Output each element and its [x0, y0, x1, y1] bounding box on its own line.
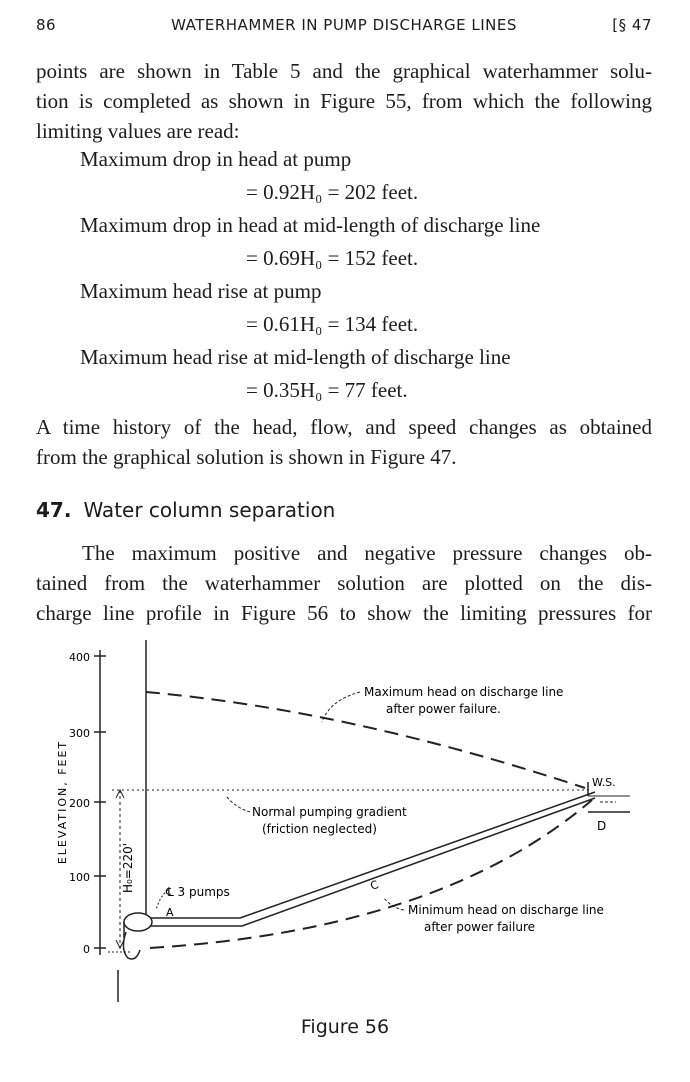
result-label: Maximum head rise at mid-length of discharge line	[80, 345, 511, 369]
running-title: WATERHAMMER IN PUMP DISCHARGE LINES	[171, 16, 517, 34]
y-tick-label: 0	[83, 943, 90, 956]
intro-line: tion is completed as shown in Figure 55, from which the following	[36, 89, 652, 113]
body-line: The maximum positive and negative pressure changes ob-	[82, 541, 652, 565]
body-line: charge line profile in Figure 56 to show the limiting pressures for	[36, 601, 652, 625]
point-d-label: D	[597, 819, 607, 833]
y-tick-label: 300	[69, 727, 90, 740]
y-tick-label: 200	[69, 797, 90, 810]
gradient-leader	[226, 796, 250, 812]
h0-label: H₀=220'	[121, 842, 135, 894]
section-reference: [§ 47	[612, 16, 652, 34]
result-value: = 0.69H₀ = 152 feet.	[246, 246, 419, 270]
result-label: Maximum drop in head at mid-length of discharge line	[80, 213, 541, 237]
min-head-label: after power failure	[424, 920, 536, 934]
section-heading	[36, 498, 335, 522]
point-c-label: C	[368, 877, 381, 893]
max-head-label: after power failure.	[386, 702, 501, 716]
profile-figure	[0, 640, 690, 1020]
result-value: = 0.61H₀ = 134 feet.	[246, 312, 419, 336]
intro-line: points are shown in Table 5 and the graphical waterhammer solu-	[36, 59, 652, 83]
history-line: from the graphical solution is shown in Figure 47.	[36, 445, 457, 469]
running-header	[36, 16, 652, 40]
result-value: = 0.35H₀ = 77 feet.	[246, 378, 408, 402]
intro-line: limiting values are read:	[36, 119, 240, 143]
y-tick-label: 400	[69, 651, 90, 664]
section-number: 47.	[36, 498, 72, 522]
point-a-label: A	[166, 906, 174, 919]
result-value: = 0.92H₀ = 202 feet.	[246, 180, 419, 204]
maximum-head-curve	[146, 692, 585, 788]
result-label: Maximum head rise at pump	[80, 279, 322, 303]
water-surface-label: W.S.	[592, 776, 616, 789]
y-tick-label: 100	[69, 871, 90, 884]
suction-pipe	[123, 932, 140, 959]
gradient-label: (friction neglected)	[262, 822, 377, 836]
gradient-label: Normal pumping gradient	[252, 805, 407, 819]
pumps-label: ℄ 3 pumps	[166, 885, 230, 899]
result-label: Maximum drop in head at pump	[80, 147, 352, 171]
figure-caption: Figure 56	[300, 1016, 390, 1038]
pump-body	[124, 913, 152, 931]
history-line: A time history of the head, flow, and speed changes as obtained	[36, 415, 652, 439]
page-number: 86	[36, 16, 57, 34]
intro-paragraph	[36, 56, 652, 146]
min-head-label: Minimum head on discharge line	[408, 903, 604, 917]
body-line: tained from the waterhammer solution are plotted on the dis-	[36, 571, 652, 595]
max-head-leader	[322, 692, 360, 722]
max-head-label: Maximum head on discharge line	[364, 685, 564, 699]
section-title: Water column separation	[83, 498, 336, 522]
y-axis-label: ELEVATION, FEET	[56, 739, 69, 865]
history-paragraph	[36, 412, 652, 472]
body-paragraph	[36, 538, 652, 628]
